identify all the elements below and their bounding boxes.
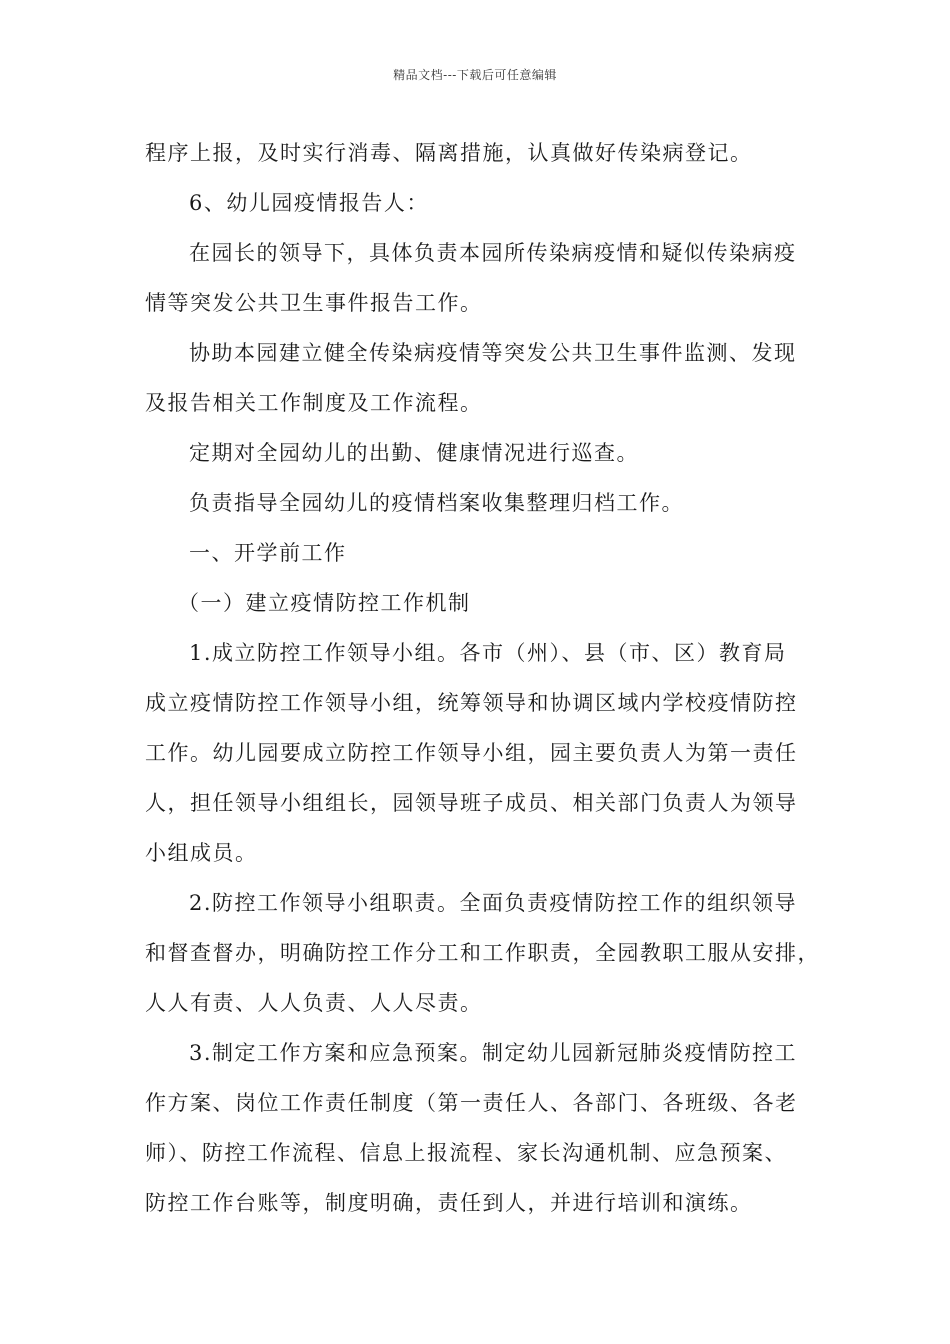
paragraph-line: 人，担任领导小组组长，园领导班子成员、相关部门负责人为领导 (145, 791, 798, 815)
section-heading-prestart: 一、开学前工作 (189, 541, 347, 565)
paragraph-line: 人人有责、人人负责、人人尽责。 (145, 991, 483, 1015)
paragraph-line: 成立疫情防控工作领导小组，统筹领导和协调区域内学校疫情防控 (145, 691, 798, 715)
paragraph-line: 协助本园建立健全传染病疫情等突发公共卫生事件监测、发现 (189, 341, 797, 365)
paragraph-line: 小组成员。 (145, 841, 258, 865)
paragraph-line: 师）、防控工作流程、信息上报流程、家长沟通机制、应急预案、 (145, 1141, 787, 1165)
paragraph-line: 作方案、岗位工作责任制度（第一责任人、各部门、各班级、各老 (145, 1091, 798, 1115)
paragraph-line: 和督查督办，明确防控工作分工和工作职责，全园教职工服从安排， (145, 941, 820, 965)
section-heading-reporter: 6、幼儿园疫情报告人： (189, 191, 429, 215)
page-header: 精品文档---下载后可任意编辑 (393, 68, 557, 82)
paragraph-line: 在园长的领导下，具体负责本园所传染病疫情和疑似传染病疫 (189, 241, 797, 265)
paragraph-line: 负责指导全园幼儿的疫情档案收集整理归档工作。 (189, 491, 684, 515)
paragraph-line: 工作。幼儿园要成立防控工作领导小组，园主要负责人为第一责任 (145, 741, 798, 765)
paragraph-line: 防控工作台账等，制度明确，责任到人，并进行培训和演练。 (145, 1191, 753, 1215)
paragraph-line: 及报告相关工作制度及工作流程。 (145, 391, 483, 415)
paragraph-line: 2.防控工作领导小组职责。全面负责疫情防控工作的组织领导 (189, 891, 798, 915)
paragraph-line: 1.成立防控工作领导小组。各市（州）、县（市、区）教育局 (189, 641, 787, 665)
subsection-heading-mechanism: （一）建立疫情防控工作机制 (178, 591, 471, 615)
paragraph-line: 定期对全园幼儿的出勤、健康情况进行巡查。 (189, 441, 639, 465)
paragraph-line: 情等突发公共卫生事件报告工作。 (145, 291, 483, 315)
paragraph-line: 程序上报，及时实行消毒、隔离措施，认真做好传染病登记。 (145, 141, 753, 165)
paragraph-line: 3.制定工作方案和应急预案。制定幼儿园新冠肺炎疫情防控工 (189, 1041, 798, 1065)
document-body (145, 128, 825, 1228)
